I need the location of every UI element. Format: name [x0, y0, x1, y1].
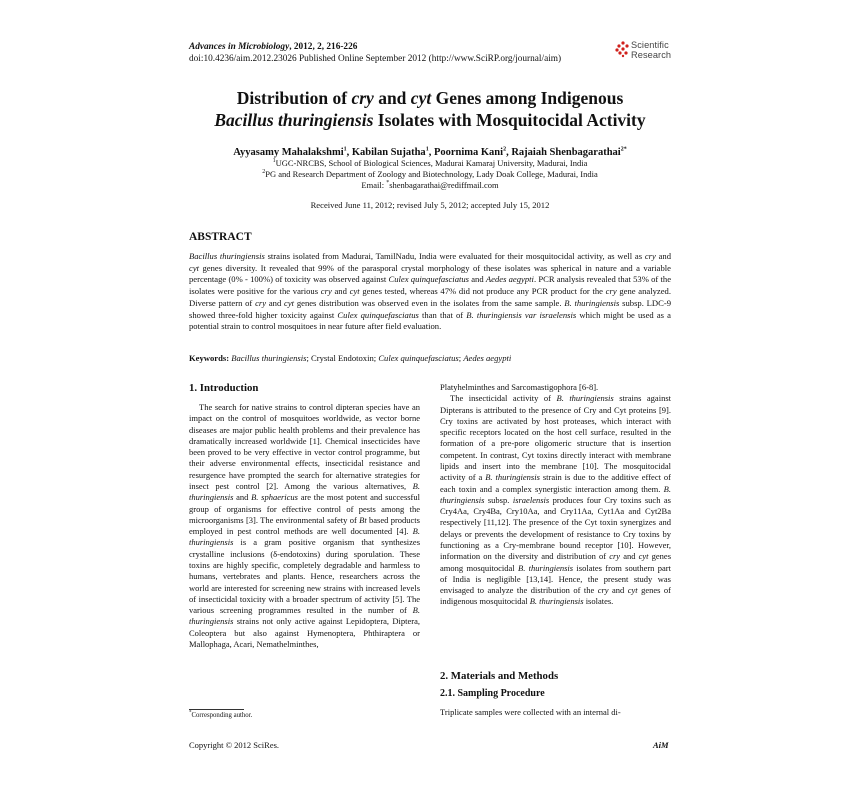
intro-bs: B. sphaericus: [251, 492, 298, 503]
intro-bt-abbr: Bt: [359, 514, 367, 525]
intro-text: isolates from southern part of India is negligible [13,14]. Hence, the present study was envisaged to analyze the distribution of the: [440, 562, 671, 596]
intro-cry: cry: [609, 551, 621, 562]
email-line: [160, 180, 700, 191]
keyword-1: Bacillus thuringiensis: [231, 353, 307, 363]
author-sep: ,: [428, 147, 434, 158]
affiliation-1: [160, 158, 700, 169]
footnote: [189, 711, 252, 720]
title-text-3: Isolates with Mosquitocidal Activity: [373, 110, 646, 130]
abstract-cyt: cyt: [284, 297, 295, 308]
intro-text: genes among mosquitocidal: [440, 551, 671, 573]
author-sep: ,: [506, 147, 512, 158]
affiliation-1-sup: 1: [272, 158, 276, 165]
publisher-logo: [614, 40, 686, 64]
copyright: Copyright © 2012 SciRes.: [189, 740, 280, 750]
intro-cyt: cyt: [638, 551, 649, 562]
intro-paragraph-1: [189, 402, 420, 650]
author-2-sup: 1: [425, 146, 429, 153]
abstract-aedes: Aedes aegypti: [485, 274, 534, 285]
title-cry: cry: [351, 88, 374, 108]
intro-text: based products employed in pest control methods are well documented [4].: [189, 514, 420, 537]
logo-line-2: Research: [631, 50, 672, 60]
journal-name: Advances in Microbiology: [189, 42, 290, 52]
abstract-text: which might be used as a potential strain to control mosquitoes in near future after field evaluation.: [189, 309, 671, 332]
abstract-text: gene analyzed. Diverse pattern of: [189, 286, 671, 308]
keywords: [189, 353, 671, 364]
abstract-bti: B. thuringiensis var israelensis: [466, 309, 577, 320]
abstract-cyt: cyt: [189, 262, 200, 273]
title-species: Bacillus thuringiensis: [214, 110, 374, 130]
intro-text: and: [233, 492, 252, 503]
abstract-cry: cry: [255, 297, 267, 308]
intro-text: The search for native strains to control dipteran species have an impact on the control of mosquitoes worldwide, as vector borne diseases are major public health problems and their prevalence has dramatically increased worldwide [1]. Chemical insecticides have been proved to be very effective in vector control programme, but their adverse environmental effects, insecticidal resistance and resurgence have prompted the search for alternative strategies for insect pest control [2]. Among the various alternatives,: [189, 402, 420, 491]
email-label: Email:: [361, 180, 387, 190]
received-dates: Received June 11, 2012; revised July 5, 2012; accepted July 15, 2012: [310, 200, 550, 210]
abstract-text: strains isolated from Madurai, TamilNadu, India were evaluated for their mosquitocidal activity, as well as: [264, 251, 645, 261]
abstract-heading: ABSTRACT: [189, 231, 252, 243]
abstract-text: genes tested, whereas 47% did not produce any PCR product for the: [359, 286, 606, 297]
author-3-sup: 2: [503, 146, 507, 153]
intro-text: genes of indigenous mosquitocidal: [440, 585, 671, 607]
intro-text: subsp.: [484, 494, 513, 505]
author-sep: ,: [346, 147, 352, 158]
intro-bt: B. thuringiensis: [556, 393, 614, 404]
intro-text: The insecticidal activity of: [450, 393, 557, 404]
logo-text: [631, 40, 671, 60]
author-4-sup: 2*: [620, 146, 627, 153]
abstract-cry: cry: [644, 251, 656, 261]
intro-text: and: [608, 585, 628, 596]
abstract-text: and: [331, 286, 350, 297]
methods-heading: 2. Materials and Methods: [440, 670, 559, 682]
abstract-culex: Culex quinquefasciatus: [337, 309, 419, 320]
intro-bt: B. thuringiensis: [518, 562, 574, 573]
intro-text: produces four Cry toxins such as Cry4Aa, Cry4Ba, Cry10Aa, and Cry11Aa, Cyt1Aa and Cyt2Ba respectively [11,12]. The presence of the Cyt toxin synergizes and delays or prevents the development of resistance to Cry toxins by functioning as a Cry-membrane bound receptor [10]. However, information on the diversity and distribution of: [440, 494, 671, 562]
author-1: Ayyasamy Mahalakshmi: [233, 147, 344, 158]
intro-israelensis: israelensis: [512, 494, 550, 505]
methods-paragraph: Triplicate samples were collected with an internal di-: [440, 707, 621, 717]
title-cyt: cyt: [410, 88, 432, 108]
abstract-text: and: [266, 297, 285, 308]
intro-text: and: [620, 551, 639, 562]
abstract-culex: Culex quinquefasciatus: [388, 274, 470, 285]
right-column-text: [440, 382, 671, 608]
intro-text: is a gram positive organism that synthesizes crystalline inclusions (δ-endotoxins) during sporulation. These toxins are highly specific, completely degradable and harmless to humans, vertebrates and plants. Hence, researchers across the world are interested for screening new strains with increased levels of insecticidal toxicity with a broader spectrum of activity [5]. The various screening programmes resulted in the number of: [189, 537, 420, 616]
logo-line-1: Scientific: [631, 40, 669, 50]
abstract-text: and: [655, 251, 671, 261]
abstract-cry: cry: [320, 286, 332, 297]
intro-bt: B. thuringiensis: [440, 483, 671, 505]
keyword-sep: ;: [458, 353, 464, 363]
abstract-body: [189, 251, 671, 333]
email-address: shenbagarathai@rediffmail.com: [389, 180, 499, 190]
title-text: Distribution of: [236, 88, 352, 108]
intro-text: strains not only active against Lepidoptera, Diptera, Coleoptera but also against Hymenoptera, Phthiraptera or Mallophaga, Acari, Nemathelminthes,: [189, 616, 420, 649]
abstract-cry: cry: [605, 286, 617, 297]
keyword-2: ; Crystal Endotoxin;: [306, 353, 379, 363]
intro-text: are the most potent and successful group of organisms for effective control of pests among the microorganisms [3]. The environmental safety of: [189, 492, 420, 525]
affiliation-2: [160, 169, 700, 180]
sampling-subheading: 2.1. Sampling Procedure: [440, 688, 545, 699]
keyword-3: Culex quinquefasciatus: [378, 353, 459, 363]
scirp-logo-mark-icon: [614, 40, 632, 58]
footnote-divider: [189, 709, 244, 710]
keywords-label: Keywords:: [189, 353, 230, 363]
intro-bt: B. thuringiensis: [529, 596, 584, 607]
abstract-text: genes diversity. It revealed that 99% of the parasporal crystal morphology of these isolates was spherical in nature and a variable percentage (0% - 100%) of toxicity was observed against: [189, 262, 671, 285]
abstract-cyt: cyt: [349, 286, 360, 297]
abstract-text: . PCR analysis revealed that 53% of the isolates were positive for the various: [189, 274, 672, 297]
keyword-5: Aedes aegypti: [463, 353, 512, 363]
abstract-text: than that of: [418, 309, 467, 320]
footnote-text: Corresponding author.: [191, 712, 253, 719]
abstract-bt: B. thuringiensis: [564, 297, 620, 308]
author-3: Poornima Kani: [433, 147, 504, 158]
title-and: and: [373, 88, 411, 108]
journal-volume: , 2012, 2, 216-226: [289, 42, 358, 52]
affiliation-2-sup: 2: [262, 169, 266, 176]
abstract-text: subsp. LDC-9 showed three-fold higher toxicity against: [189, 297, 671, 320]
intro-bt: B. thuringiensis: [189, 480, 420, 503]
email-sup: *: [386, 180, 390, 187]
journal-abbreviation: AiM: [653, 740, 669, 750]
intro-text: strains against Dipterans is attributed to the presence of Cry and Cyt proteins [9]. Cry toxins are activated by host proteases, which interact with specific receptors located on the host cell surface, resulted in the formation of a pre-pore oligomeric structure that is insertion competent. In contrast, Cyt toxins directly interact with membrane lipids and insert into the membrane [10]. The mosquitocidal activity of a: [440, 393, 671, 483]
title-text-2: Genes among Indigenous: [431, 88, 624, 108]
intro-bt: B. thuringiensis: [189, 605, 420, 627]
affiliation-2-text: PG and Research Department of Zoology and Biotechnology, Lady Doak College, Madurai, India: [265, 169, 598, 179]
introduction-heading: 1. Introduction: [189, 382, 259, 394]
author-1-sup: 1: [343, 146, 347, 153]
doi-line: doi:10.4236/aim.2012.23026 Published Online September 2012 (http://www.SciRP.org/journal/aim): [189, 54, 562, 64]
author-4: Rajaiah Shenbagarathai: [511, 147, 621, 158]
intro-cry: cry: [597, 585, 609, 596]
intro-continuation: Platyhelminthes and Sarcomastigophora [6-8].: [440, 382, 599, 392]
left-column-text: [189, 402, 420, 650]
paper-title: [160, 87, 700, 131]
abstract-text: genes distribution was observed even in the isolates from the same sample.: [294, 297, 565, 308]
intro-cyt: cyt: [627, 585, 638, 596]
intro-paragraph-2: [440, 393, 671, 607]
intro-text: isolates.: [583, 596, 614, 607]
intro-text: strain is due to the additive effect of each toxin and a complex synergistic interaction among them.: [440, 472, 671, 494]
abstract-text: and: [469, 274, 486, 285]
intro-bt: B. thuringiensis: [485, 472, 540, 483]
abstract-species: Bacillus thuringiensis: [189, 251, 265, 261]
author-2: Kabilan Sujatha: [351, 147, 426, 158]
footnote-sup: *: [189, 710, 192, 716]
affiliation-1-text: UGC-NRCBS, School of Biological Sciences, Madurai Kamaraj University, Madurai, India: [275, 158, 588, 168]
intro-bt: B. thuringiensis: [189, 526, 420, 548]
